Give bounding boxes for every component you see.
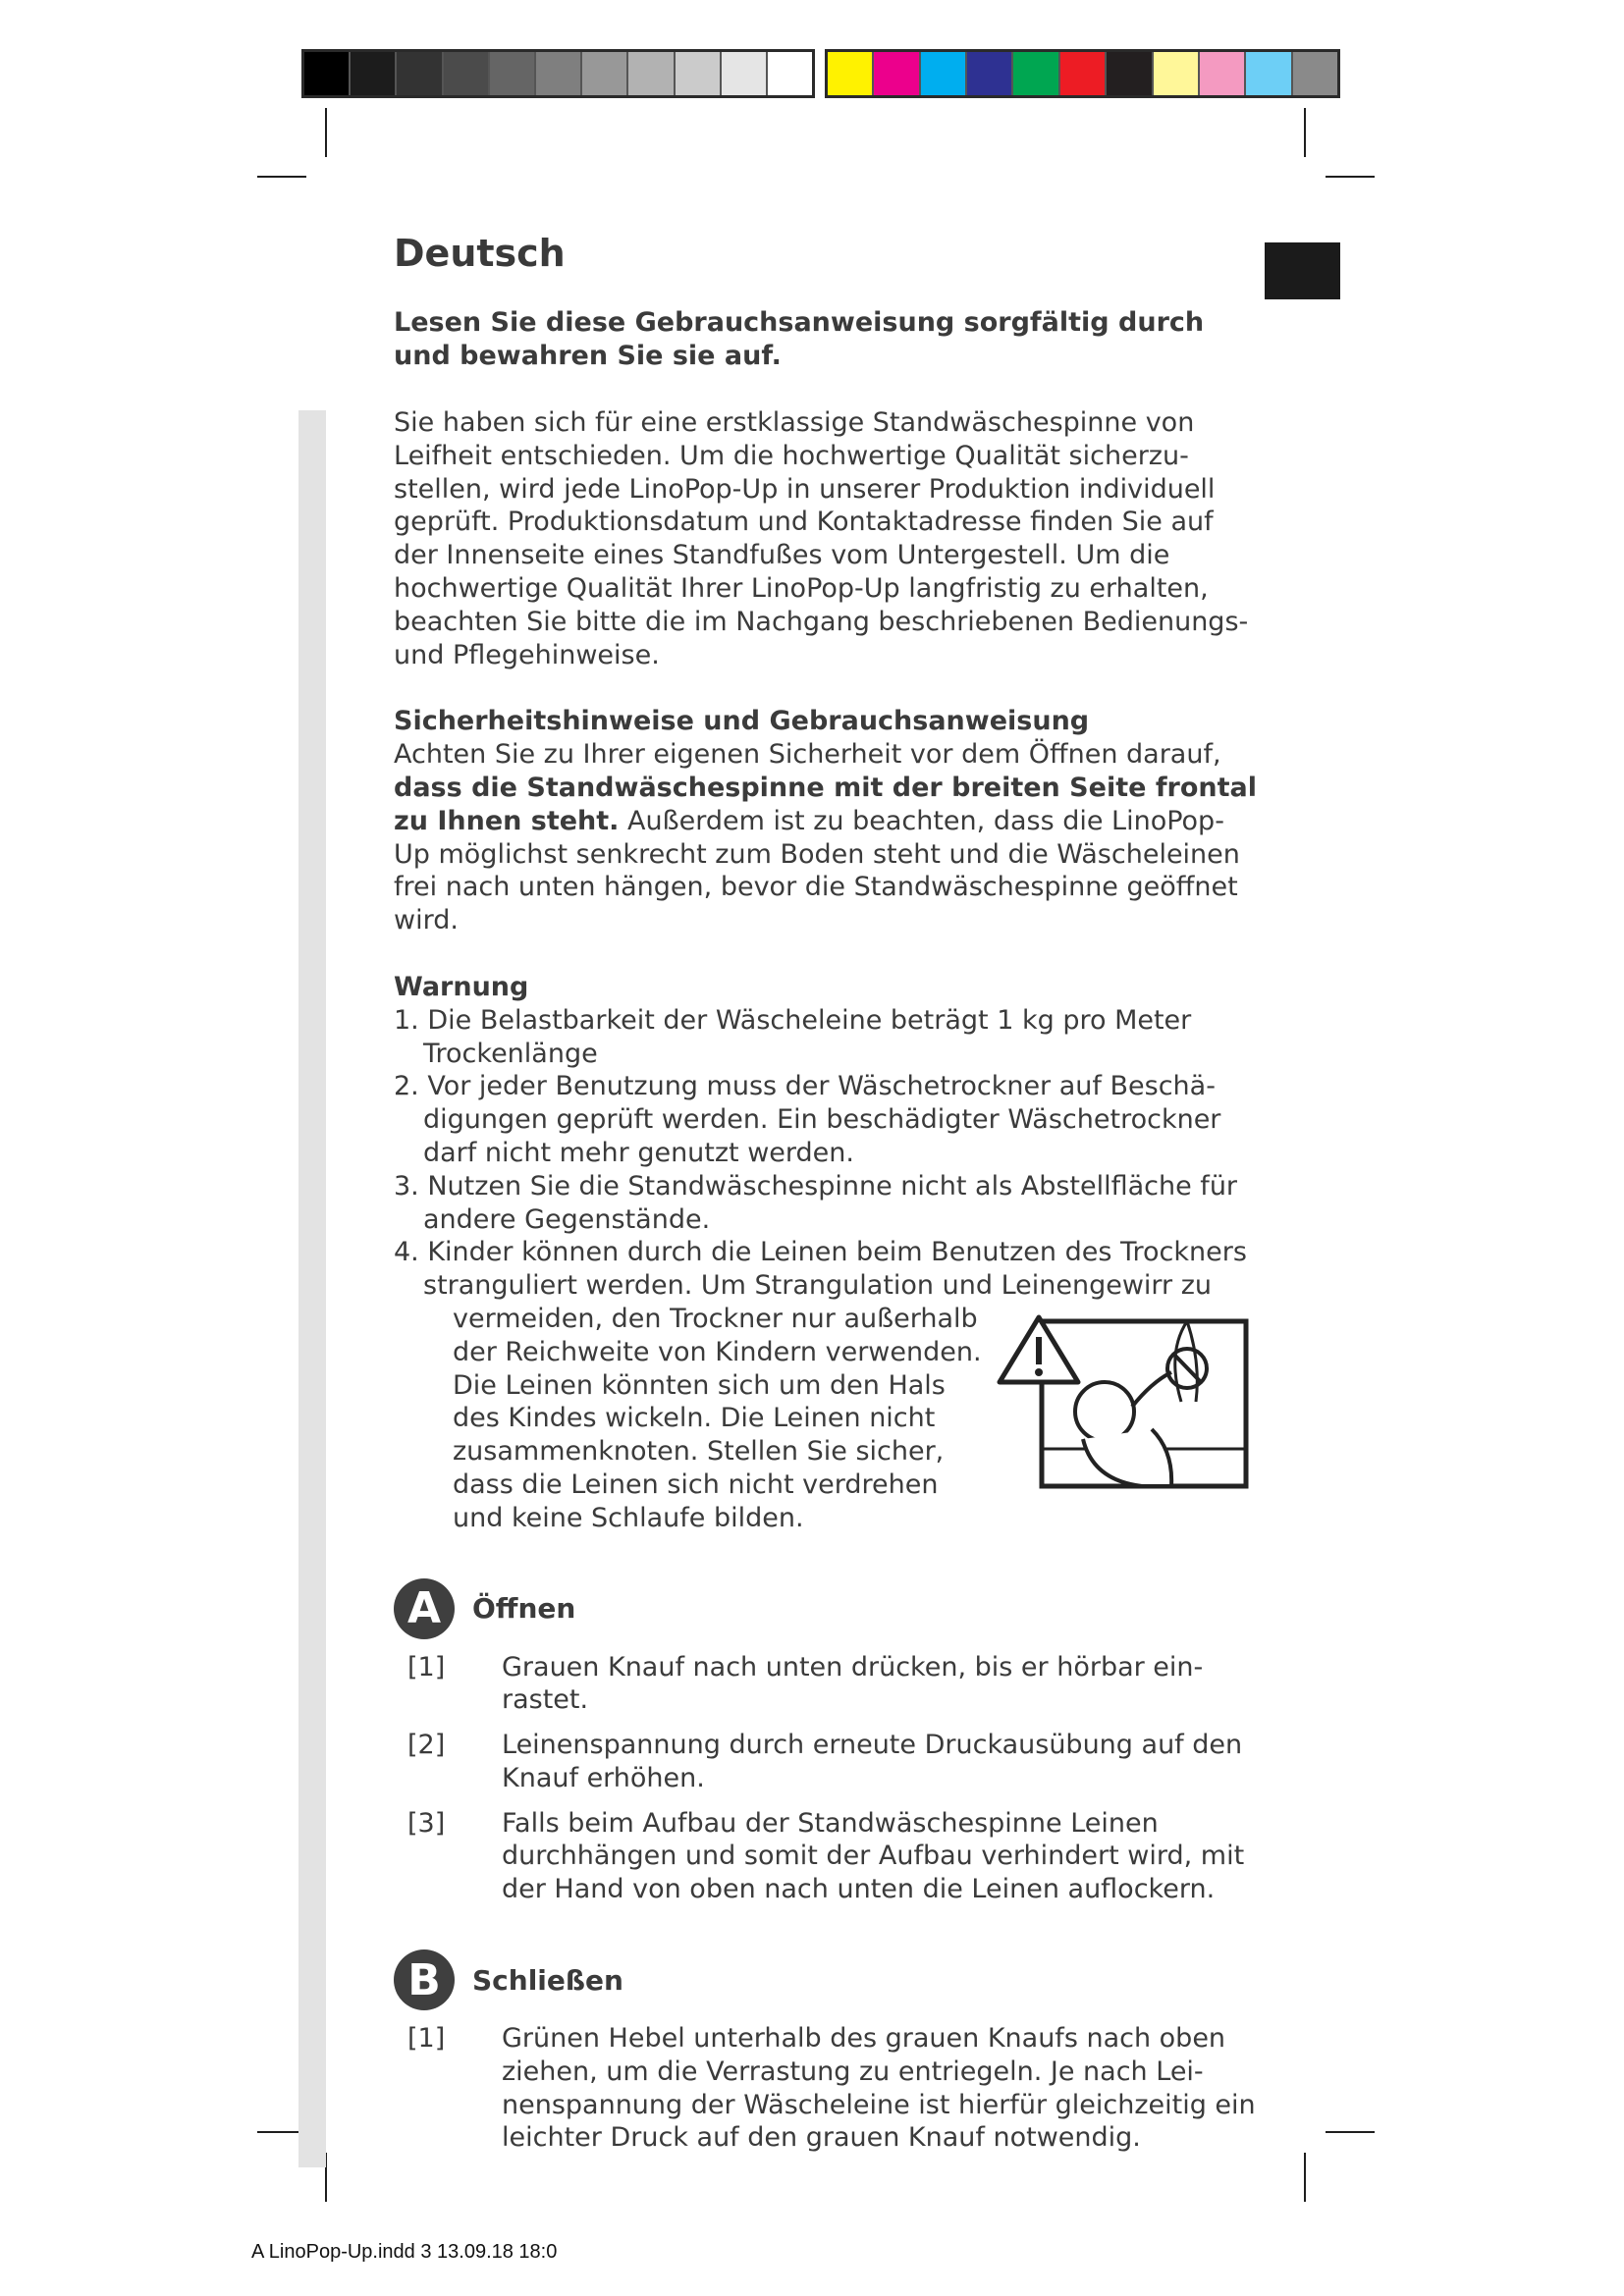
warning-item: 3. Nutzen Sie die Standwäschespinne nicht als Abstellfläche für andere Gegenstände.	[394, 1170, 1238, 1235]
gray-swatch	[582, 52, 628, 95]
step-number: [3]	[407, 1807, 446, 1839]
step-item	[394, 2022, 1258, 2155]
safety-heading: Sicherheitshinweise und Gebrauchsanweisung	[394, 706, 1090, 737]
step-text: Falls beim Aufbau der Standwäschespinne Leinen durchhängen und somit der Aufbau verhindert wird, mit der Hand von oben nach unten die Leinen auflockern.	[502, 1807, 1245, 1905]
color-swatch	[1246, 52, 1292, 95]
color-swatch	[1293, 52, 1337, 95]
page-title: Deutsch	[394, 232, 566, 275]
intro-notice: Lesen Sie diese Gebrauchsanweisung sorgfältig durch und bewahren Sie sie auf.	[394, 307, 1205, 371]
crop-mark	[1304, 2153, 1306, 2202]
warning-item: 1. Die Belastbarkeit der Wäscheleine beträgt 1 kg pro Meter Trockenlänge	[394, 1004, 1192, 1069]
step-number: [1]	[407, 1651, 446, 1682]
gray-swatch	[490, 52, 536, 95]
step-number: [2]	[407, 1730, 446, 1761]
gray-swatch	[628, 52, 675, 95]
color-swatch	[1107, 52, 1153, 95]
section-b-badge: B	[394, 1949, 455, 2010]
side-margin-bar	[298, 410, 326, 2167]
color-swatch	[1200, 52, 1246, 95]
step-text: Grauen Knauf nach unten drücken, bis er hörbar ein-rastet.	[502, 1651, 1204, 1716]
color-swatch	[1060, 52, 1107, 95]
safety-text: Achten Sie zu Ihrer eigenen Sicherheit vor dem Öffnen darauf,	[394, 739, 1221, 771]
safety-text-continued: Außerdem ist zu beachten, dass die LinoPop-Up möglichst senkrecht zum Boden steht und die Wäscheleinen frei nach unten hängen, bevor die Standwäschespinne geöffnet wird.	[394, 805, 1240, 936]
warning-item-4-rest: vermeiden, den Trockner nur außerhalb der Reichweite von Kindern verwenden. Die Leinen könnten sich um den Hals des Kindes wickeln. Die Leinen nicht zusammenknoten. Stellen Sie sicher, dass die Leinen sich nicht verdrehen und keine Schlaufe bilden.	[453, 1303, 982, 1533]
step-text: Leinenspannung durch erneute Druckausübung auf den Knauf erhöhen.	[502, 1730, 1243, 1793]
intro-paragraph: Sie haben sich für eine erstklassige Standwäschespinne von Leifheit entschieden. Um die hochwertige Qualität sicherzu-stellen, wird jede LinoPop-Up in unserer Produktion individuell geprüft. Produktionsdatum und Kontaktadresse finden Sie auf der Innenseite eines Standfußes vom Untergestell. Um die hochwertige Qualität Ihrer LinoPop-Up langfristig zu erhalten, beachten Sie bitte die im Nachgang beschriebenen Bedienungs- und Pflegehinweise.	[394, 407, 1249, 670]
gray-swatch	[676, 52, 722, 95]
crop-mark	[1326, 2131, 1375, 2133]
gray-swatch	[444, 52, 490, 95]
crop-mark	[257, 176, 306, 178]
gray-swatch	[536, 52, 582, 95]
color-swatch	[967, 52, 1013, 95]
print-slug-line: A LinoPop-Up.indd 3 13.09.18 18:0	[251, 2241, 558, 2263]
gray-swatch	[722, 52, 768, 95]
child-strangulation-warning-icon	[995, 1313, 1250, 1490]
gray-swatch	[397, 52, 443, 95]
warning-item-4-lead: 4. Kinder können durch die Leinen beim Benutzen des Trockners stranguliert werden. Um Strangulation und Leinengewirr zu	[394, 1237, 1247, 1302]
language-tab-marker	[1265, 242, 1340, 299]
warning-heading: Warnung	[394, 971, 529, 1002]
gray-swatch	[768, 52, 812, 95]
color-swatch	[828, 52, 874, 95]
safety-paragraph	[394, 738, 1258, 937]
gray-swatch	[351, 52, 397, 95]
step-item	[394, 1651, 1258, 1718]
step-text: Grünen Hebel unterhalb des grauen Knaufs nach oben ziehen, um die Verrastung zu entriegeln. Je nach Lei-nenspannung der Wäscheleine ist hierfür gleichzeitig ein leichter Druck auf den grauen Knauf notwendig.	[502, 2023, 1256, 2154]
warning-item: 2. Vor jeder Benutzung muss der Wäschetrockner auf Beschä-digungen geprüft werden. Ein beschädigter Wäschetrockner darf nicht mehr genutzt werden.	[394, 1071, 1221, 1168]
warning-list	[394, 1004, 1258, 1535]
gray-color-bar	[301, 49, 815, 98]
crop-mark	[1326, 176, 1375, 178]
step-item	[394, 1729, 1258, 1795]
gray-swatch	[304, 52, 351, 95]
step-number: [1]	[407, 2023, 446, 2055]
color-swatch	[874, 52, 920, 95]
color-swatch	[1013, 52, 1059, 95]
process-color-bar	[825, 49, 1340, 98]
color-swatch	[1154, 52, 1200, 95]
safety-emphasis: dass die Standwäschespinne mit der breiten Seite frontal zu Ihnen steht.	[394, 772, 1258, 836]
crop-mark	[1304, 108, 1306, 157]
section-a-title: Öffnen	[472, 1592, 576, 1625]
step-item	[394, 1807, 1258, 1906]
warning-item-children	[394, 1236, 1258, 1534]
section-b-header	[394, 1949, 1258, 2010]
color-swatch	[921, 52, 967, 95]
section-a-header	[394, 1578, 1258, 1639]
section-b-title: Schließen	[472, 1963, 623, 1997]
section-a-badge: A	[394, 1578, 455, 1639]
document-body	[394, 232, 1258, 2155]
crop-mark	[325, 108, 327, 157]
